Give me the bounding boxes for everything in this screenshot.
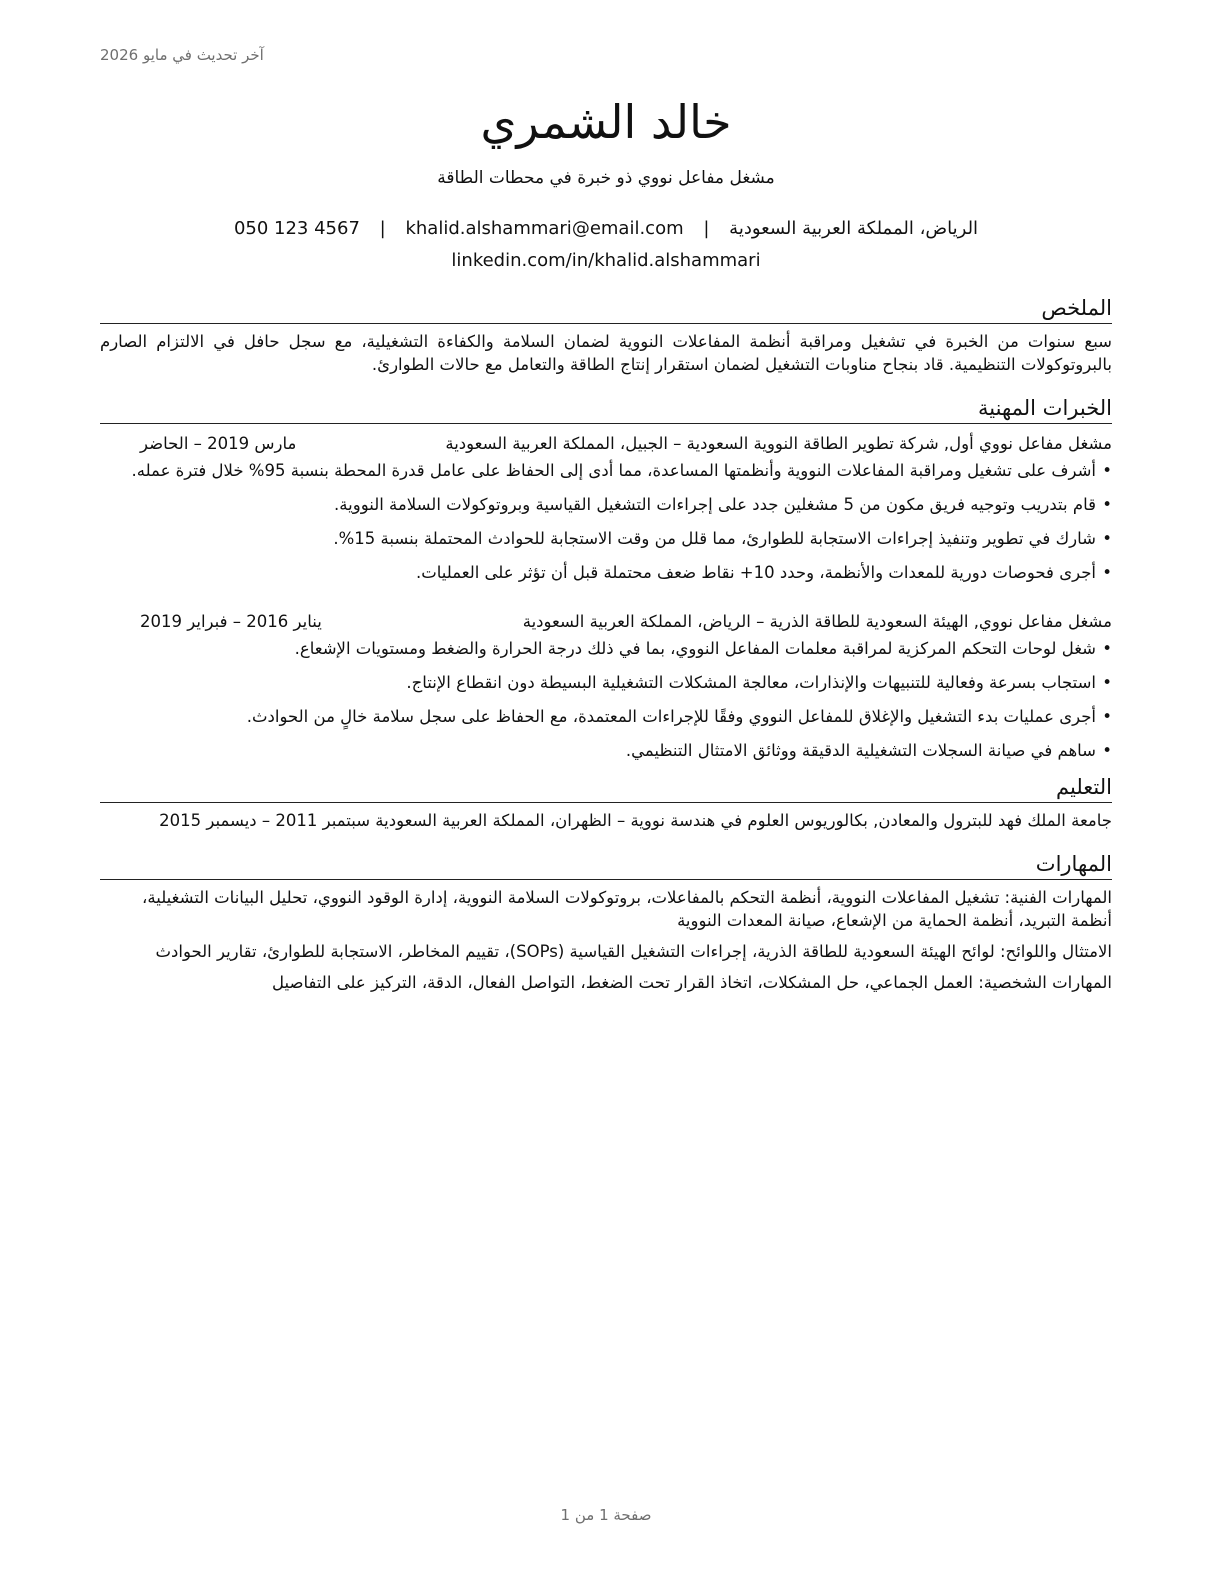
bullet-dot-icon: • (1102, 461, 1112, 480)
skills-technical: المهارات الفنية: تشغيل المفاعلات النووية، أنظمة التحكم بالمفاعلات، بروتوكولات السلامة النووية، إدارة الوقود النووي، تحليل البيانات التشغيلية، أنظمة التبريد، أنظمة الحماية من الإشعاع، صيانة المعدات النووية (142, 888, 1112, 930)
job-bullet-text: شارك في تطوير وتنفيذ إجراءات الاستجابة للطوارئ، مما قلل من وقت الاستجابة للحوادث المحتملة بنسبة 15%. (333, 529, 1096, 548)
job-header (100, 432, 1112, 456)
job-bullet (100, 671, 1112, 694)
experience-section (100, 394, 1112, 762)
job-bullet-text: استجاب بسرعة وفعالية للتنبيهات والإنذارات، معالجة المشكلات التشغيلية البسيطة دون انقطاع الإنتاج. (406, 673, 1096, 692)
job-bullet-text: أجرى عمليات بدء التشغيل والإغلاق للمفاعل النووي وفقًا للإجراءات المعتمدة، مع الحفاظ على سجل سلامة خالٍ من الحوادث. (246, 707, 1096, 726)
bullet-dot-icon: • (1102, 673, 1112, 692)
job-bullet-text: أشرف على تشغيل ومراقبة المفاعلات النووية وأنظمتها المساعدة، مما أدى إلى الحفاظ على عامل قدرة المحطة بنسبة 95% خلال فترة عمله. (131, 461, 1096, 480)
bullet-dot-icon: • (1102, 563, 1112, 582)
page-number: صفحة 1 من 1 (560, 1506, 652, 1524)
job-bullet (100, 705, 1112, 728)
education-heading: التعليم (100, 773, 1112, 803)
resume-page (100, 0, 1112, 1584)
summary-text: سبع سنوات من الخبرة في تشغيل ومراقبة أنظمة المفاعلات النووية لضمان السلامة والكفاءة التشغيلية، مع سجل حافل في الالتزام الصارم بالبروتوكولات التنظيمية. قاد بنجاح مناوبات التشغيل لضمان استقرار إنتاج الطاقة والتعامل مع حالات الطوارئ. (100, 332, 1112, 374)
skills-heading: المهارات (100, 850, 1112, 880)
job-dates: يناير 2016 – فبراير 2019 (140, 612, 322, 631)
bullet-dot-icon: • (1102, 529, 1112, 548)
summary-heading: الملخص (100, 294, 1112, 324)
job-bullet (100, 739, 1112, 762)
job-bullet-text: قام بتدريب وتوجيه فريق مكون من 5 مشغلين جدد على إجراءات التشغيل القياسية وبروتوكولات السلامة النووية. (334, 495, 1096, 514)
summary-section (100, 294, 1112, 376)
contact-phone: 050 123 4567 (233, 218, 360, 239)
job-bullet-text: أجرى فحوصات دورية للمعدات والأنظمة، وحدد 10+ نقاط ضعف محتملة قبل أن تؤثر على العمليات. (415, 563, 1096, 582)
job-header (100, 610, 1112, 634)
job-entry (100, 610, 1112, 762)
bullet-dot-icon: • (1102, 741, 1112, 760)
job-bullet (100, 637, 1112, 660)
bullet-dot-icon: • (1102, 707, 1112, 726)
job-dates: مارس 2019 – الحاضر (140, 434, 297, 453)
job-role: مشغل مفاعل نووي, الهيئة السعودية للطاقة الذرية – الرياض، المملكة العربية السعودية (522, 612, 1112, 631)
contact-line (100, 216, 1112, 242)
job-bullet-text: شغل لوحات التحكم المركزية لمراقبة معلمات المفاعل النووي، بما في ذلك درجة الحرارة والضغط ومستويات الإشعاع. (294, 639, 1096, 658)
candidate-name: خالد الشمري (480, 95, 732, 149)
job-bullets (100, 459, 1112, 584)
bullet-dot-icon: • (1102, 639, 1112, 658)
last-updated-note: آخر تحديث في مايو 2026 (100, 46, 264, 64)
education-entry: جامعة الملك فهد للبترول والمعادن, بكالوريوس العلوم في هندسة نووية – الظهران، المملكة العربية السعودية سبتمبر 2011 – ديسمبر 2015 (159, 811, 1112, 830)
job-bullet (100, 561, 1112, 584)
contact-linkedin-line (100, 248, 1112, 274)
job-bullet (100, 527, 1112, 550)
job-bullet (100, 459, 1112, 482)
job-bullet-text: ساهم في صيانة السجلات التشغيلية الدقيقة ووثائق الامتثال التنظيمي. (625, 741, 1096, 760)
education-section (100, 773, 1112, 832)
skills-section (100, 850, 1112, 994)
bullet-dot-icon: • (1102, 495, 1112, 514)
skills-soft: المهارات الشخصية: العمل الجماعي، حل المشكلات، اتخاذ القرار تحت الضغط، التواصل الفعال، الدقة، التركيز على التفاصيل (271, 973, 1112, 992)
job-role: مشغل مفاعل نووي أول, شركة تطوير الطاقة النووية السعودية – الجبيل، المملكة العربية السعودية (445, 434, 1112, 453)
skills-compliance: الامتثال واللوائح: لوائح الهيئة السعودية للطاقة الذرية، إجراءات التشغيل القياسية (SOPs)، تقييم المخاطر، الاستجابة للطوارئ، تقارير الحوادث (155, 942, 1112, 961)
contact-separator: | (379, 218, 386, 239)
contact-separator: | (703, 218, 710, 239)
job-entry (100, 432, 1112, 584)
job-bullet (100, 493, 1112, 516)
experience-heading: الخبرات المهنية (100, 394, 1112, 424)
job-bullets (100, 637, 1112, 762)
candidate-headline: مشغل مفاعل نووي ذو خبرة في محطات الطاقة (437, 168, 775, 188)
contact-location: الرياض، المملكة العربية السعودية (729, 218, 979, 239)
contact-email[interactable]: khalid.alshammari@email.com (405, 218, 684, 239)
resume-header (100, 0, 1112, 274)
contact-linkedin[interactable]: linkedin.com/in/khalid.alshammari (451, 250, 761, 271)
